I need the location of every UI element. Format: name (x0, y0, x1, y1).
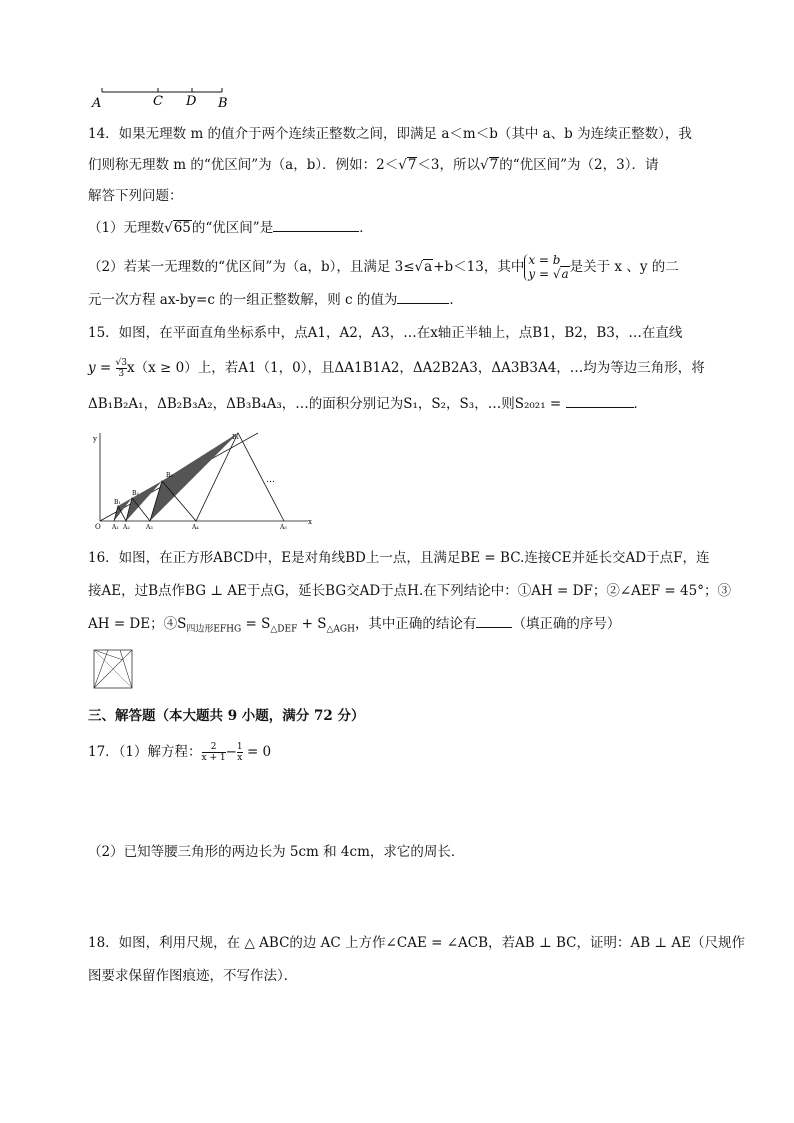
y-axis-label: y (93, 435, 97, 443)
fraction (202, 742, 226, 763)
sqrt-icon: √ (164, 220, 173, 236)
fraction-numerator: 2 (202, 742, 226, 753)
radicand: 7 (489, 157, 499, 173)
q16-line3 (88, 613, 620, 640)
fraction (116, 358, 127, 379)
q18-line1: 18．如图，利用尺规，在 △ ABC的边 AC 上方作∠CAE = ∠ACB，若AB ⊥ BC，证明：AB ⊥ AE（尺规作 (88, 935, 746, 951)
sqrt-icon: √ (552, 267, 561, 281)
fraction-denominator: x (237, 753, 243, 763)
radicand: a (424, 259, 433, 275)
q14-text: 是关于 x 、y 的二 (569, 259, 679, 275)
system-top: x = b (528, 253, 561, 267)
section-title: 三、解答题（本大题共 9 小题，满分 72 分） (88, 708, 365, 724)
point-label-a: A (92, 96, 102, 111)
fraction-denominator: x + 1 (201, 753, 226, 763)
q14-text: ＜3，所以 (417, 157, 481, 173)
q14-text: 元一次方程 ax-by=c 的一组正整数解，则 c 的值为 (88, 292, 398, 308)
q16-text: ，其中正确的结论有 (354, 616, 477, 632)
q14-text: 们则称无理数 m 的“优区间”为（a，b）．例如：2＜ (88, 157, 399, 173)
point-label-c: C (153, 94, 163, 109)
system-bottom: y = (528, 267, 553, 281)
q14-line3: 解答下列问题： (88, 188, 183, 204)
q15-line3 (88, 393, 647, 414)
q14-text: ． (359, 220, 373, 236)
q16-square-figure (90, 646, 138, 694)
radicand: 7 (407, 157, 417, 173)
q15-line2 (88, 358, 705, 379)
fraction-numerator: 1 (236, 742, 243, 752)
q15-coordinate-figure (88, 425, 320, 531)
a3-label: A₃ (146, 524, 153, 531)
q16-text: + S (297, 616, 327, 632)
a4-label: A₄ (192, 524, 199, 531)
subscript: △DEF (270, 624, 298, 635)
segment-figure (90, 82, 240, 112)
point-label-b: B (218, 96, 228, 111)
b2-label: B₂ (132, 490, 139, 497)
a2-label: A₂ (123, 524, 130, 531)
sqrt-icon: √ (398, 157, 407, 173)
subscript: △AGH (326, 624, 355, 635)
fraction-numerator: √3 (115, 358, 127, 368)
q14-text: 的“优区间”为（2，3）．请 (499, 157, 659, 173)
q17-text: 17．（1）解方程： (88, 744, 202, 760)
q16-line2: 接AE，过B点作BG ⊥ AE于点G，延长BG交AD于点H.在下列结论中：①AH = DF；②∠AEF = 45°；③ (88, 583, 731, 599)
q14-part2-line2 (88, 289, 463, 310)
q17-part1 (88, 742, 271, 763)
sqrt-icon: √ (480, 157, 489, 173)
q15-text: y = (88, 360, 116, 376)
answer-blank[interactable] (273, 217, 359, 232)
q17-part2: （2）已知等腰三角形的两边长为 5cm 和 4cm，求它的周长． (88, 844, 465, 860)
q14-text: 的“优区间”是 (191, 220, 274, 236)
b4-label: B₄ (232, 434, 239, 441)
minus-sign: − (225, 744, 237, 760)
a5-label: A₅ (280, 524, 287, 531)
origin-label: O (95, 523, 101, 531)
q14-part2 (88, 254, 679, 281)
q16-text: （填正确的序号） (512, 616, 621, 632)
radicand: a (561, 267, 569, 281)
q14-text: （1）无理数 (88, 220, 165, 236)
q14-text: +b＜13，其中 (433, 259, 525, 275)
q15-text: ΔB₁B₂A₁，ΔB₂B₃A₂，ΔB₃B₄A₃，…的面积分别记为S₁，S₂，S₃，…则S₂₀₂₁ = (88, 396, 566, 412)
equation-system (524, 254, 569, 281)
answer-blank[interactable] (476, 613, 512, 628)
q18-line2: 图要求保留作图痕迹，不写作法）． (88, 968, 298, 984)
point-label-d: D (186, 94, 197, 109)
q14-part1 (88, 217, 373, 238)
q16-text: = S (241, 616, 271, 632)
sqrt-icon: √ (414, 259, 424, 275)
radicand: 65 (173, 220, 191, 236)
answer-blank[interactable] (566, 393, 634, 408)
q16-text: AH = DE；④S (88, 616, 187, 632)
answer-blank[interactable] (397, 289, 449, 304)
q14-text: （2）若某一无理数的“优区间”为（a，b），且满足 3≤ (88, 259, 415, 275)
x-axis-label: x (308, 518, 312, 526)
q14-line2 (88, 155, 658, 175)
q16-line1: 16．如图，在正方形ABCD中，E是对角线BD上一点，且满足BE = BC.连接CE并延长交AD于点F，连 (88, 550, 710, 566)
q15-text: x（x ≥ 0）上，若A1（1，0），且ΔA1B1A2，ΔA2B2A3，ΔA3B3A4，…均为等边三角形，将 (127, 360, 705, 376)
q15-text: ． (633, 396, 647, 412)
b3-label: B₃ (166, 472, 173, 479)
q14-line1: 14．如果无理数 m 的值介于两个连续正整数之间，即满足 a＜m＜b（其中 a、b 为连续正整数），我 (88, 126, 692, 142)
b1-label: B₁ (114, 499, 121, 506)
a1-label: A₁ (112, 524, 119, 531)
q14-text: ． (449, 292, 463, 308)
q17-text: = 0 (242, 744, 272, 760)
ellipsis-label: … (266, 475, 275, 485)
fraction-denominator: 3 (118, 369, 125, 379)
q15-line1: 15．如图，在平面直角坐标系中，点A1，A2，A3，…在x轴正半轴上，点B1，B2，B3，…在直线 (88, 325, 683, 341)
subscript: 四边形EFHG (186, 624, 242, 635)
